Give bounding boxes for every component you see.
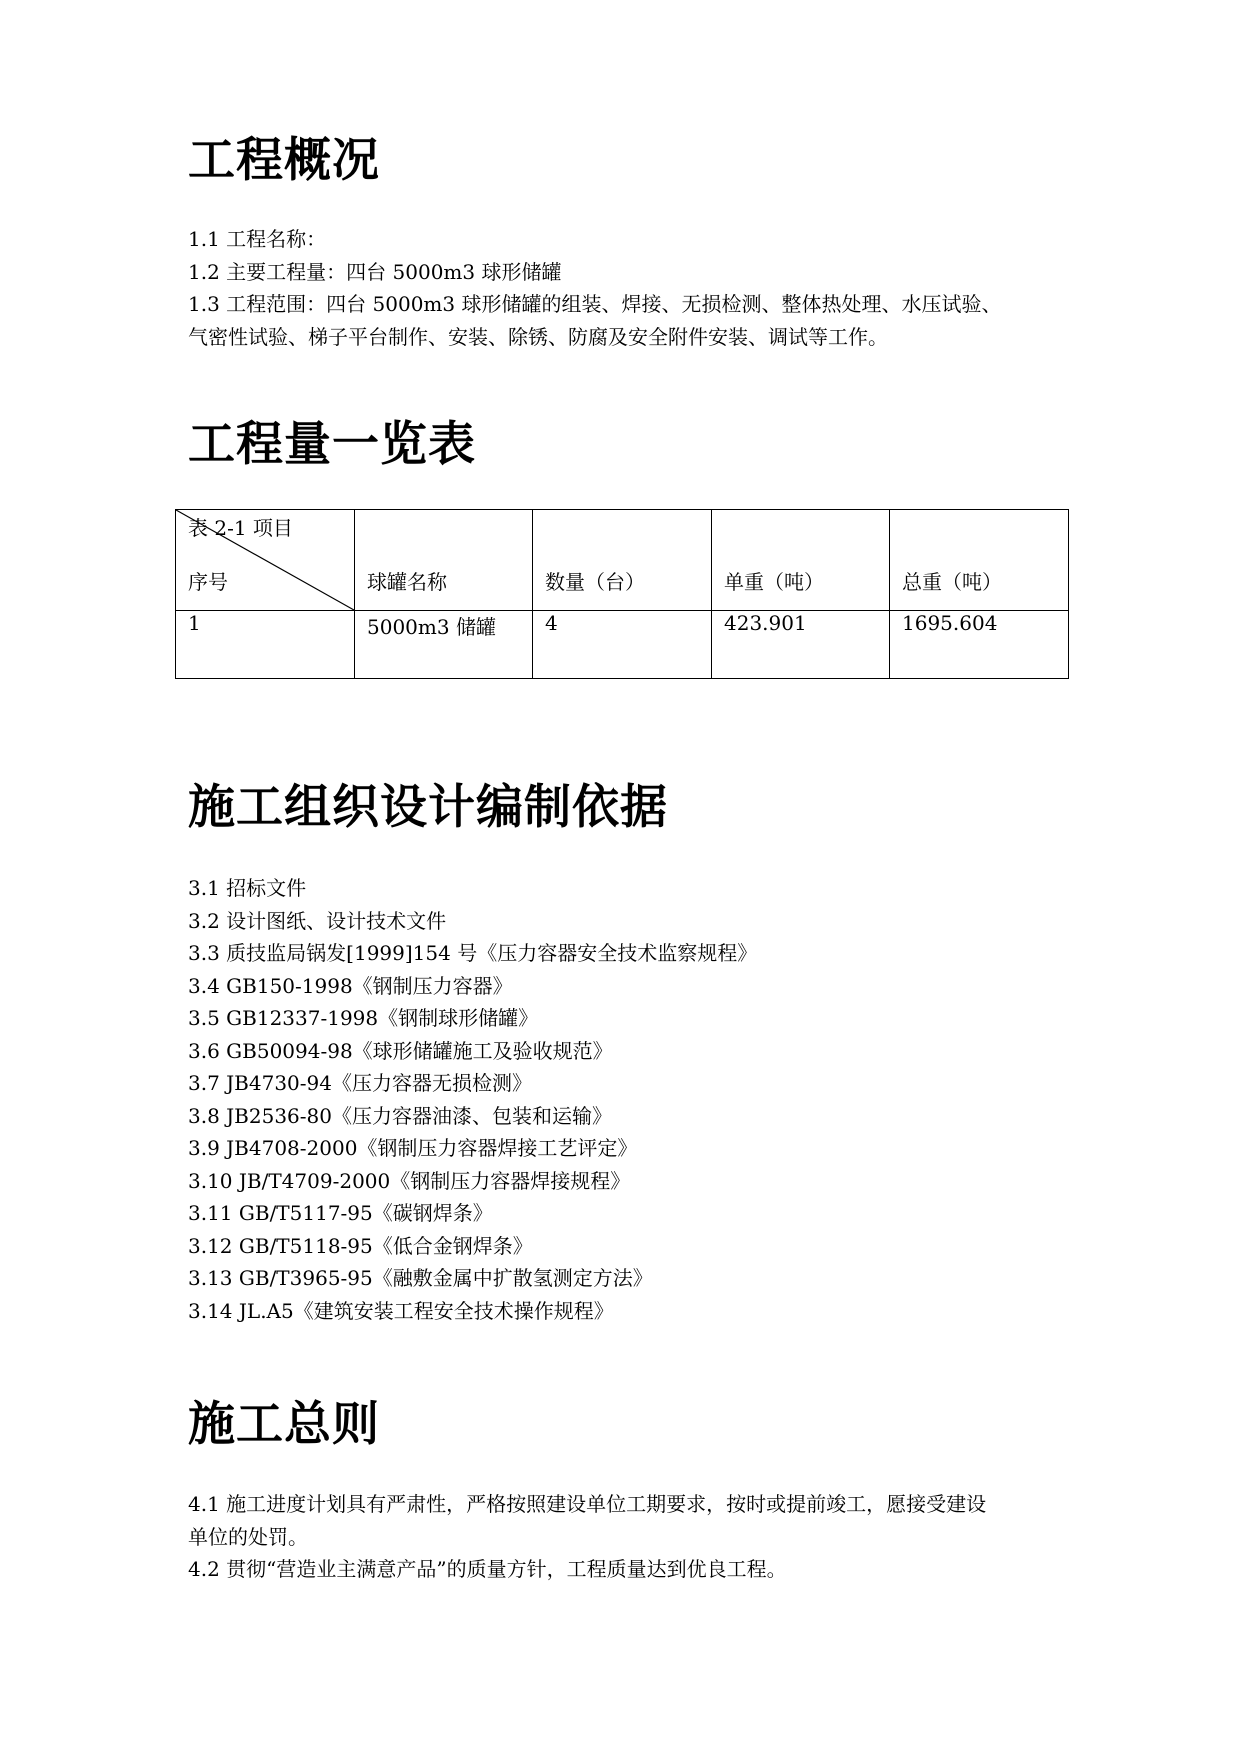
- text-line: 3.3 质技监局锅发[1999]154 号《压力容器安全技术监察规程》: [188, 941, 758, 965]
- table-row: [176, 611, 1069, 679]
- text-line: 1.1 工程名称：: [188, 227, 327, 251]
- header-label: 球罐名称: [367, 570, 447, 594]
- table-corner-cell: [176, 510, 355, 611]
- table-cell: 4: [533, 611, 712, 679]
- table-header-cell: [890, 510, 1069, 611]
- section-title-general-principles: 施工总则: [188, 1397, 380, 1452]
- text-line: 1.2 主要工程量：四台 5000m3 球形储罐: [188, 259, 562, 284]
- section-title-basis: 施工组织设计编制依据: [188, 780, 668, 835]
- table-header-cell: [712, 510, 890, 611]
- table-cell: 1: [176, 611, 355, 679]
- corner-bottom-label: 序号: [188, 570, 228, 594]
- section-title-overview: 工程概况: [188, 133, 380, 188]
- header-label: 总重（吨）: [902, 570, 1002, 594]
- text-line: 3.7 JB4730-94《压力容器无损检测》: [188, 1071, 532, 1095]
- text-line: 4.2 贯彻“营造业主满意产品”的质量方针，工程质量达到优良工程。: [188, 1557, 787, 1581]
- table-header-row: [176, 510, 1069, 611]
- table-cell: 5000m3 储罐: [355, 611, 533, 679]
- table-header-cell: [533, 510, 712, 611]
- header-label: 单重（吨）: [724, 570, 824, 594]
- text-line: 3.1 招标文件: [188, 876, 307, 900]
- corner-top-label: 表 2-1 项目: [188, 516, 293, 540]
- table-header-cell: [355, 510, 533, 611]
- section-overview-body: [188, 223, 1068, 353]
- text-line: 3.6 GB50094-98《球形储罐施工及验收规范》: [188, 1038, 613, 1063]
- text-line: 3.12 GB/T5118-95《低合金钢焊条》: [188, 1233, 533, 1258]
- text-line: 单位的处罚。: [188, 1524, 308, 1549]
- table-cell: 1695.604: [890, 611, 1069, 679]
- table-cell: 423.901: [712, 611, 890, 679]
- text-line: 3.9 JB4708-2000《钢制压力容器焊接工艺评定》: [188, 1136, 638, 1160]
- header-label: 数量（台）: [545, 570, 645, 594]
- text-line: 1.3 工程范围：四台 5000m3 球形储罐的组装、焊接、无损检测、整体热处理、水压试验、: [188, 292, 1002, 316]
- text-line: 4.1 施工进度计划具有严肃性，严格按照建设单位工期要求，按时或提前竣工，愿接受建设: [188, 1492, 987, 1516]
- quantity-table: [175, 509, 1069, 679]
- text-line: 3.13 GB/T3965-95《融敷金属中扩散氢测定方法》: [188, 1266, 653, 1290]
- text-line: 3.11 GB/T5117-95《碳钢焊条》: [188, 1201, 493, 1225]
- section-title-quantity-table: 工程量一览表: [188, 417, 476, 472]
- text-line: 3.10 JB/T4709-2000《钢制压力容器焊接规程》: [188, 1168, 631, 1193]
- text-line: 3.2 设计图纸、设计技术文件: [188, 908, 447, 933]
- section-principles-body: [188, 1488, 1068, 1586]
- text-line: 3.14 JL.A5《建筑安装工程安全技术操作规程》: [188, 1298, 614, 1323]
- section-basis-body: [188, 872, 1068, 1327]
- text-line: 3.4 GB150-1998《钢制压力容器》: [188, 973, 513, 998]
- text-line: 3.8 JB2536-80《压力容器油漆、包装和运输》: [188, 1103, 612, 1128]
- text-line: 3.5 GB12337-1998《钢制球形储罐》: [188, 1006, 539, 1030]
- text-line: 气密性试验、梯子平台制作、安装、除锈、防腐及安全附件安装、调试等工作。: [188, 324, 888, 349]
